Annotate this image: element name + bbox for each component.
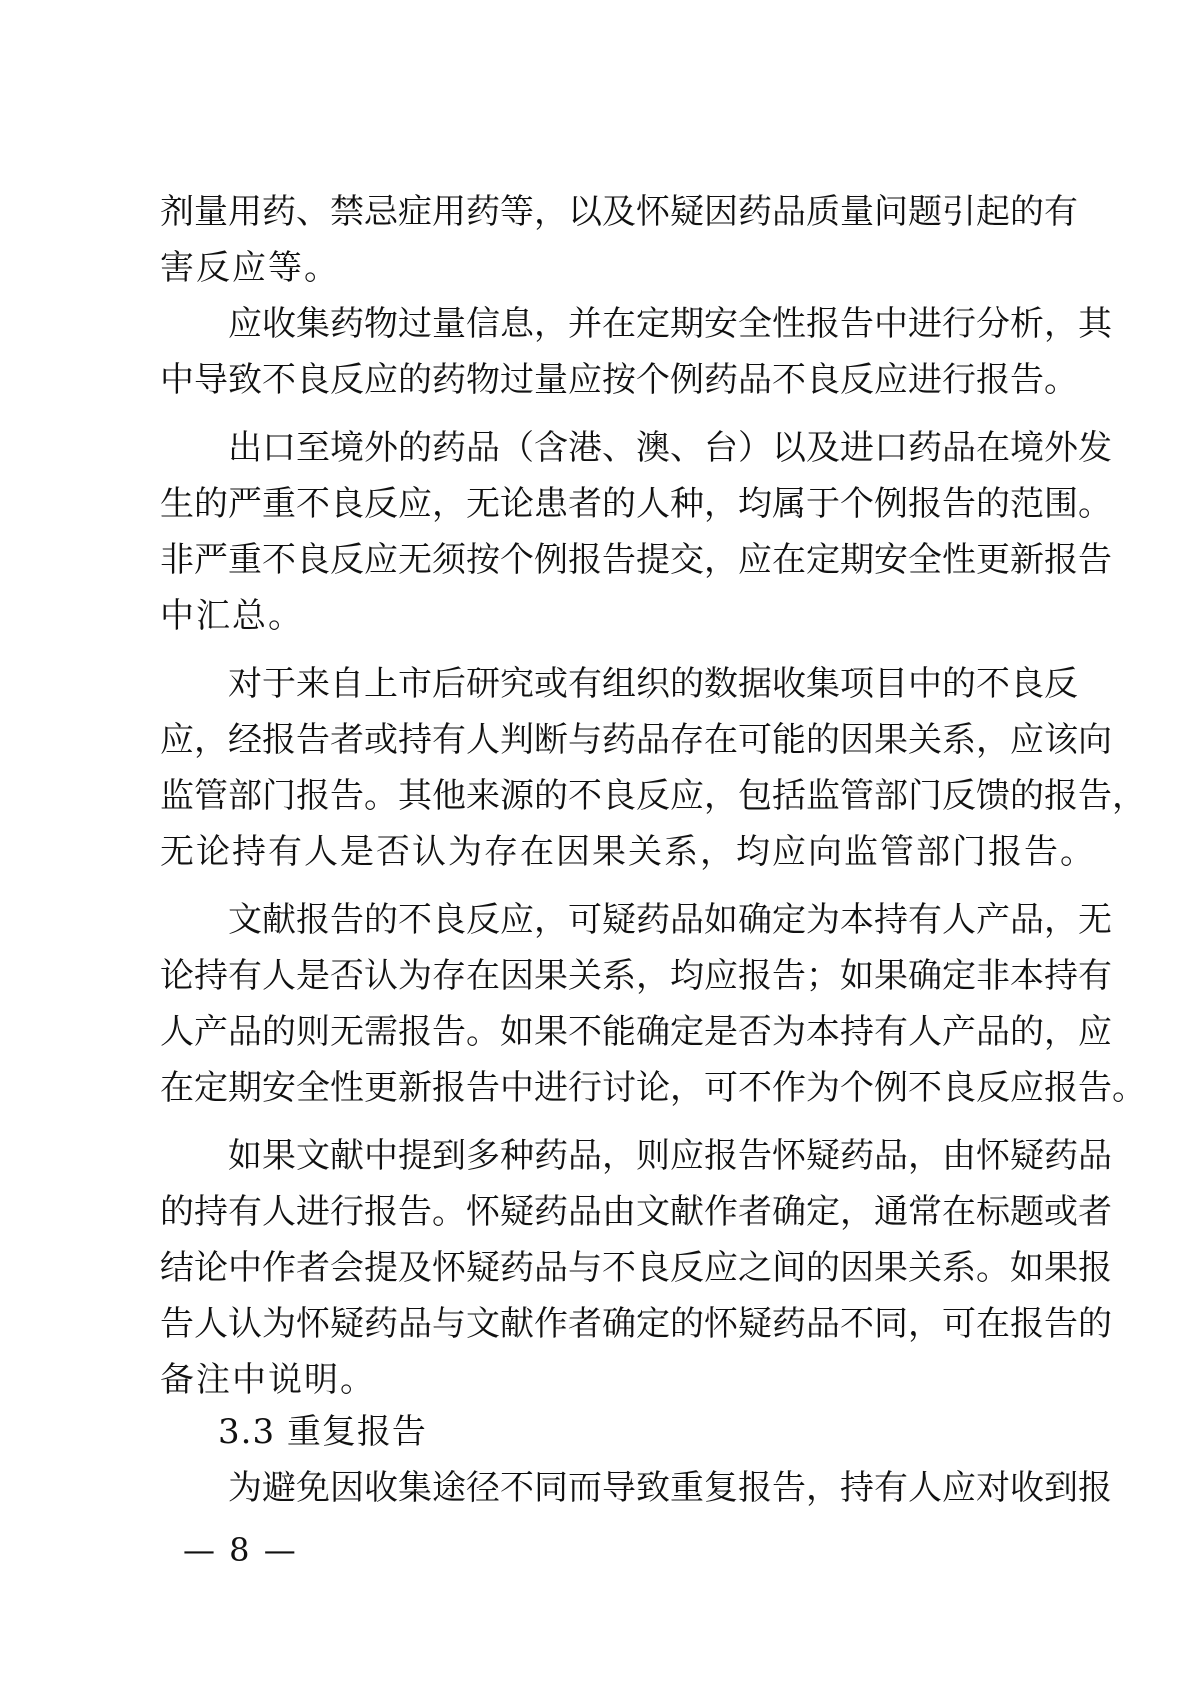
paragraph-line: 如果文献中提到多种药品，则应报告怀疑药品，由怀疑药品: [228, 1136, 1112, 1176]
paragraph-line: 生的严重不良反应，无论患者的人种，均属于个例报告的范围。: [160, 484, 1112, 524]
paragraph-line: 应收集药物过量信息，并在定期安全性报告中进行分析，其: [228, 304, 1112, 344]
paragraph-line: 对于来自上市后研究或有组织的数据收集项目中的不良反: [228, 664, 1078, 704]
paragraph-line: 中导致不良反应的药物过量应按个例药品不良反应进行报告。: [160, 360, 1078, 400]
paragraph-line: 出口至境外的药品（含港、澳、台）以及进口药品在境外发: [228, 428, 1112, 468]
section-heading: 3.3 重复报告: [218, 1412, 427, 1452]
paragraph-line: 应，经报告者或持有人判断与药品存在可能的因果关系，应该向: [160, 720, 1112, 760]
paragraph-line: 的持有人进行报告。怀疑药品由文献作者确定，通常在标题或者: [160, 1192, 1112, 1232]
paragraph-line: 剂量用药、禁忌症用药等，以及怀疑因药品质量问题引起的有: [160, 192, 1078, 232]
page-number: — 8 —: [183, 1531, 298, 1569]
paragraph-line: 中汇总。: [160, 596, 304, 636]
paragraph-line: 无论持有人是否认为存在因果关系，均应向监管部门报告。: [160, 832, 1096, 872]
paragraph-line: 人产品的则无需报告。如果不能确定是否为本持有人产品的，应: [160, 1012, 1112, 1052]
paragraph-line: 害反应等。: [160, 248, 340, 288]
paragraph-line: 在定期安全性更新报告中进行讨论，可不作为个例不良反应报告。: [160, 1068, 1146, 1108]
paragraph-line: 论持有人是否认为存在因果关系，均应报告；如果确定非本持有: [160, 956, 1112, 996]
paragraph-line: 文献报告的不良反应，可疑药品如确定为本持有人产品，无: [228, 900, 1112, 940]
paragraph-line: 备注中说明。: [160, 1360, 376, 1400]
paragraph-line: 结论中作者会提及怀疑药品与不良反应之间的因果关系。如果报: [160, 1248, 1112, 1288]
paragraph-line: 为避免因收集途径不同而导致重复报告，持有人应对收到报: [228, 1468, 1112, 1508]
paragraph-line: 非严重不良反应无须按个例报告提交，应在定期安全性更新报告: [160, 540, 1112, 580]
paragraph-line: 告人认为怀疑药品与文献作者确定的怀疑药品不同，可在报告的: [160, 1304, 1112, 1344]
paragraph-line: 监管部门报告。其他来源的不良反应，包括监管部门反馈的报告，: [160, 776, 1146, 816]
